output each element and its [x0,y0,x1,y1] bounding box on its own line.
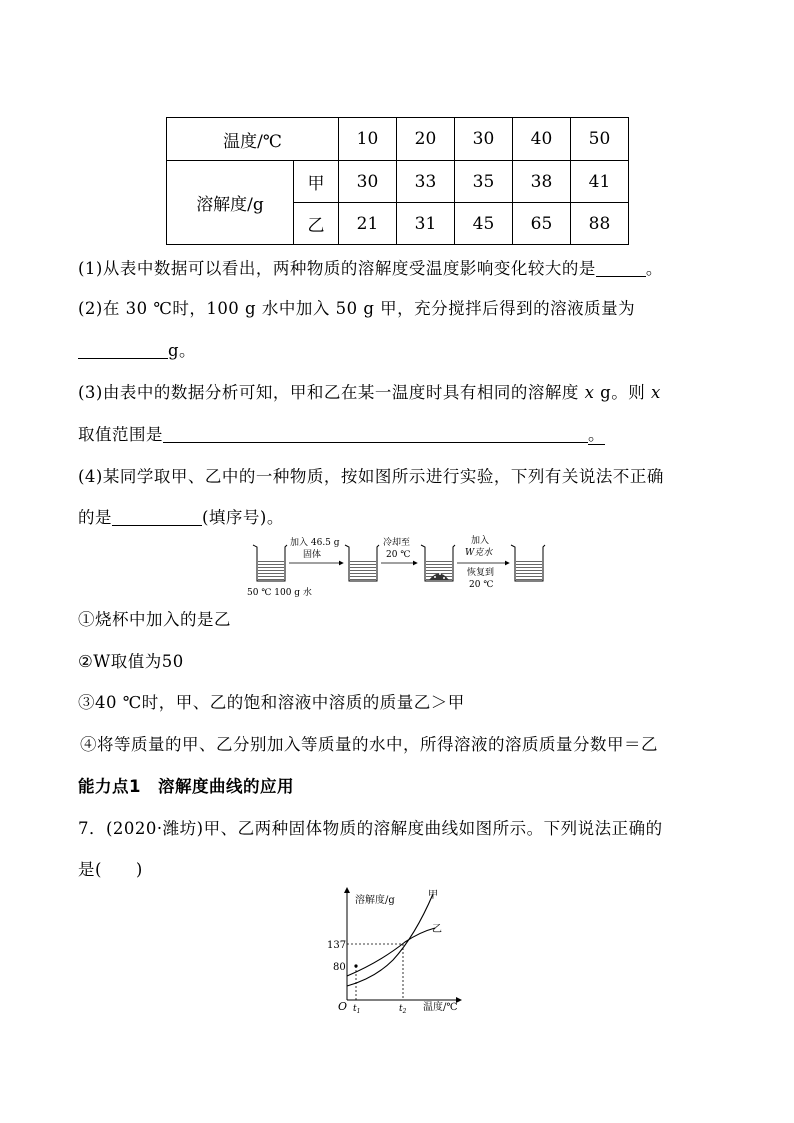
temperature-header: 温度/℃ [167,118,339,161]
solubility-curve-graph [325,882,470,1014]
point-t1 [354,964,357,967]
y-tick-80: 80 [333,962,346,973]
curve-jia [347,894,433,986]
table-row [167,161,629,203]
value-cell: 30 [339,161,397,203]
section-heading: 能力点1 溶解度曲线的应用 [78,777,294,796]
question-3-line2: 取值范围是 。 [78,425,605,444]
value-cell: 41 [571,161,629,203]
substance-jia: 甲 [294,161,339,203]
value-cell: 88 [571,203,629,245]
value-cell: 65 [513,203,571,245]
curve-yi-label: 乙 [432,924,442,935]
solubility-table [166,117,629,245]
answer-blank [78,342,168,359]
table-row [167,118,629,161]
step3-top: 加入 [471,536,490,546]
beaker-2 [345,545,379,581]
step3-mid: W克水 [465,548,493,558]
temp-cell: 30 [455,118,513,161]
option-2: ②W取值为50 [78,652,184,671]
substance-yi: 乙 [294,203,339,245]
step1-bottom: 固体 [303,550,322,560]
question-4-line2: 的是 (填序号)。 [78,508,284,527]
temp-cell: 40 [513,118,571,161]
option-3: ③40 ℃时，甲、乙的饱和溶液中溶质的质量乙＞甲 [78,693,465,712]
question-4-line1: (4)某同学取甲、乙中的一种物质，按如图所示进行实验，下列有关说法不正确 [78,467,664,486]
value-cell: 21 [339,203,397,245]
value-cell: 31 [397,203,455,245]
question-1: (1)从表中数据可以看出，两种物质的溶解度受温度影响变化较大的是 。 [78,259,663,278]
t1-label: $t_1$ [353,1004,361,1014]
question-7-line1: 7．(2020·潍坊)甲、乙两种固体物质的溶解度曲线如图所示。下列说法正确的 [78,819,663,838]
value-cell: 33 [397,161,455,203]
x-axis-label: 温度/℃ [423,1002,458,1013]
step2-bottom: 20 ℃ [386,550,411,560]
y-tick-137: 137 [327,940,347,951]
temp-cell: 20 [397,118,455,161]
value-cell: 45 [455,203,513,245]
value-cell: 35 [455,161,513,203]
origin-label: O [338,1000,348,1013]
temp-cell: 10 [339,118,397,161]
y-axis-label: 溶解度/g [355,895,395,906]
solubility-header: 溶解度/g [167,161,294,245]
temp-cell: 50 [571,118,629,161]
curve-jia-label: 甲 [428,890,438,901]
question-2-line1: (2)在 30 ℃时，100 g 水中加入 50 g 甲，充分搅拌后得到的溶液质量为 [78,299,636,318]
beaker-1 [253,545,287,581]
value-cell: 38 [513,161,571,203]
question-3-line1: (3)由表中的数据分析可知，甲和乙在某一温度时具有相同的溶解度 x g。则 x [78,383,661,402]
curve-yi [347,928,435,976]
step3-bottom2: 20 ℃ [469,580,494,590]
start-label: 50 ℃ 100 g 水 [247,588,312,598]
step3-bottom1: 恢复到 [467,568,495,578]
step2-top: 冷却至 [383,538,411,548]
step1-top: 加入 46.5 g [290,538,340,548]
option-4: ④将等质量的甲、乙分别加入等质量的水中，所得溶液的溶质质量分数甲＝乙 [80,735,658,754]
t2-label: $t_2$ [399,1004,407,1014]
answer-blank [163,426,588,443]
beaker-4 [511,545,545,581]
experiment-diagram [245,533,565,601]
option-1: ①烧杯中加入的是乙 [78,610,231,629]
beaker-3-with-crystals [421,545,455,581]
answer-blank [596,260,646,277]
answer-blank [112,509,202,526]
question-7-line2: 是( ) [78,860,143,879]
question-2-line2: g。 [78,340,196,362]
